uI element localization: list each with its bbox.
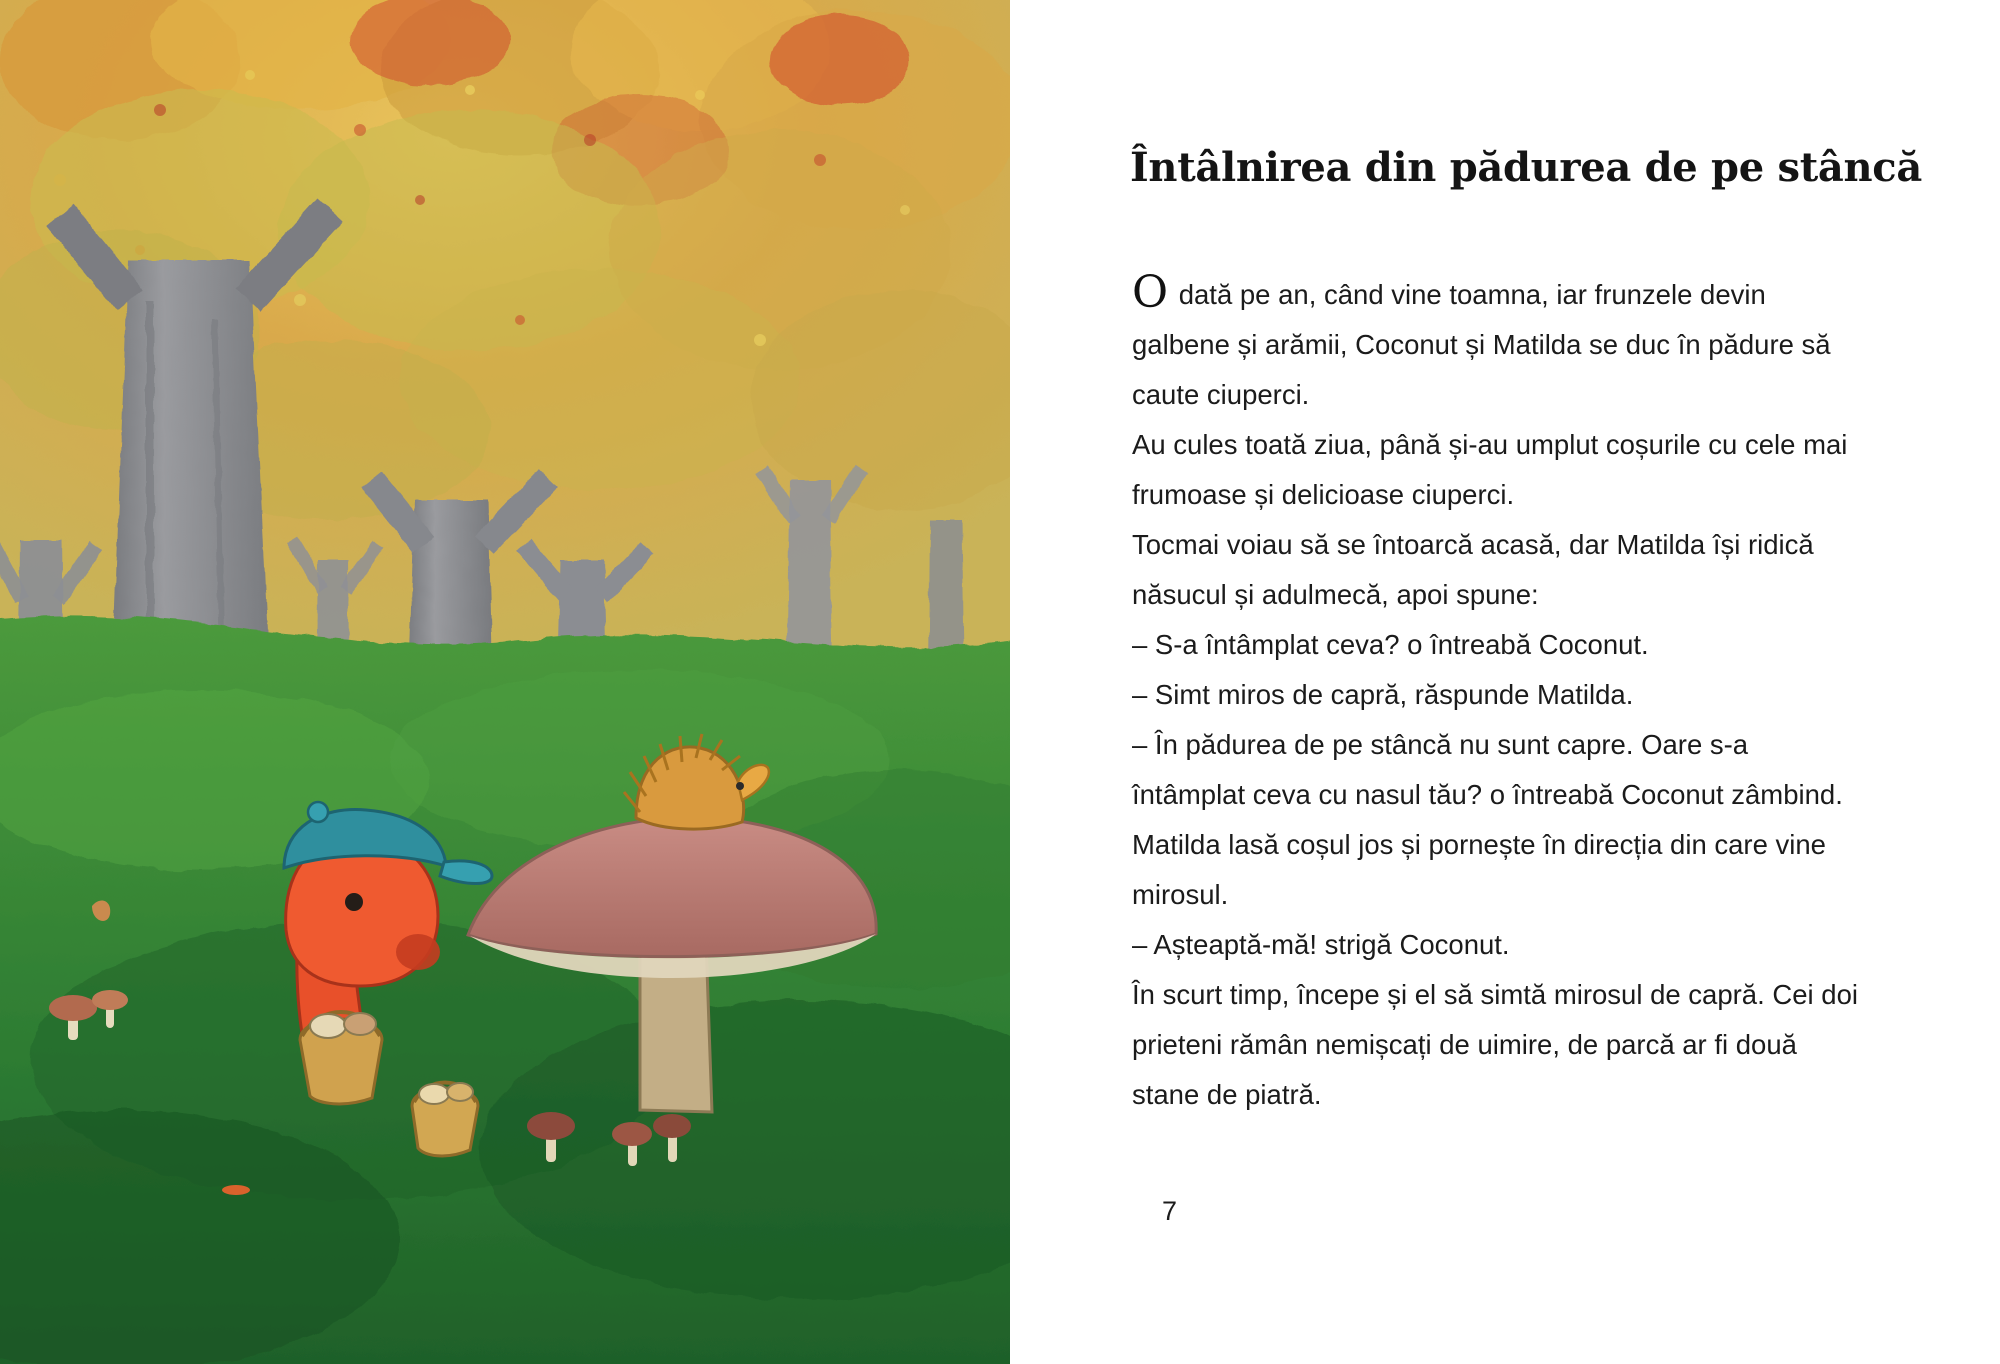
- body-text: [1132, 267, 1862, 1120]
- paragraph-5-dialogue: – Simt miros de capră, răspunde Matilda.: [1132, 679, 1634, 710]
- paragraph-3: Tocmai voiau să se întoarcă acasă, dar Matilda își ridică năsucul și adulmecă, apoi spune:: [1132, 529, 1814, 610]
- paragraph-1: [1132, 267, 1862, 420]
- paragraph-1-text: dată pe an, când vine toamna, iar frunzele devin galbene și arămii, Coconut și Matilda se duc în pădure să caute ciuperci.: [1132, 279, 1831, 410]
- mushroom-basket-small: [412, 1083, 478, 1156]
- paragraph-4-dialogue: – S-a întâmplat ceva? o întreabă Coconut.: [1132, 629, 1649, 660]
- paragraph-8-dialogue: – Așteaptă-mă! strigă Coconut.: [1132, 929, 1510, 960]
- paragraph-2: Au cules toată ziua, până și-au umplut coșurile cu cele mai frumoase și delicioase ciuperci.: [1132, 429, 1848, 510]
- paragraph-7: Matilda lasă coșul jos și pornește în direcția din care vine mirosul.: [1132, 829, 1826, 910]
- mushroom-basket-large: [300, 1012, 382, 1104]
- text-page: [1010, 0, 2000, 1364]
- paragraph-9: În scurt timp, începe și el să simtă mirosul de capră. Cei doi prieteni rămân nemișcați de uimire, de parcă ar fi două stane de piatră.: [1132, 979, 1858, 1110]
- page-number: 7: [1162, 1196, 1178, 1226]
- drop-cap: O: [1132, 267, 1169, 318]
- paragraph-6-dialogue: – În pădurea de pe stâncă nu sunt capre. Oare s-a întâmplat ceva cu nasul tău? o întreabă Coconut zâmbind.: [1132, 729, 1843, 810]
- chapter-title: Întâlnirea din pădurea de pe stâncă: [1130, 143, 1922, 191]
- forest-floor: [0, 616, 1010, 1364]
